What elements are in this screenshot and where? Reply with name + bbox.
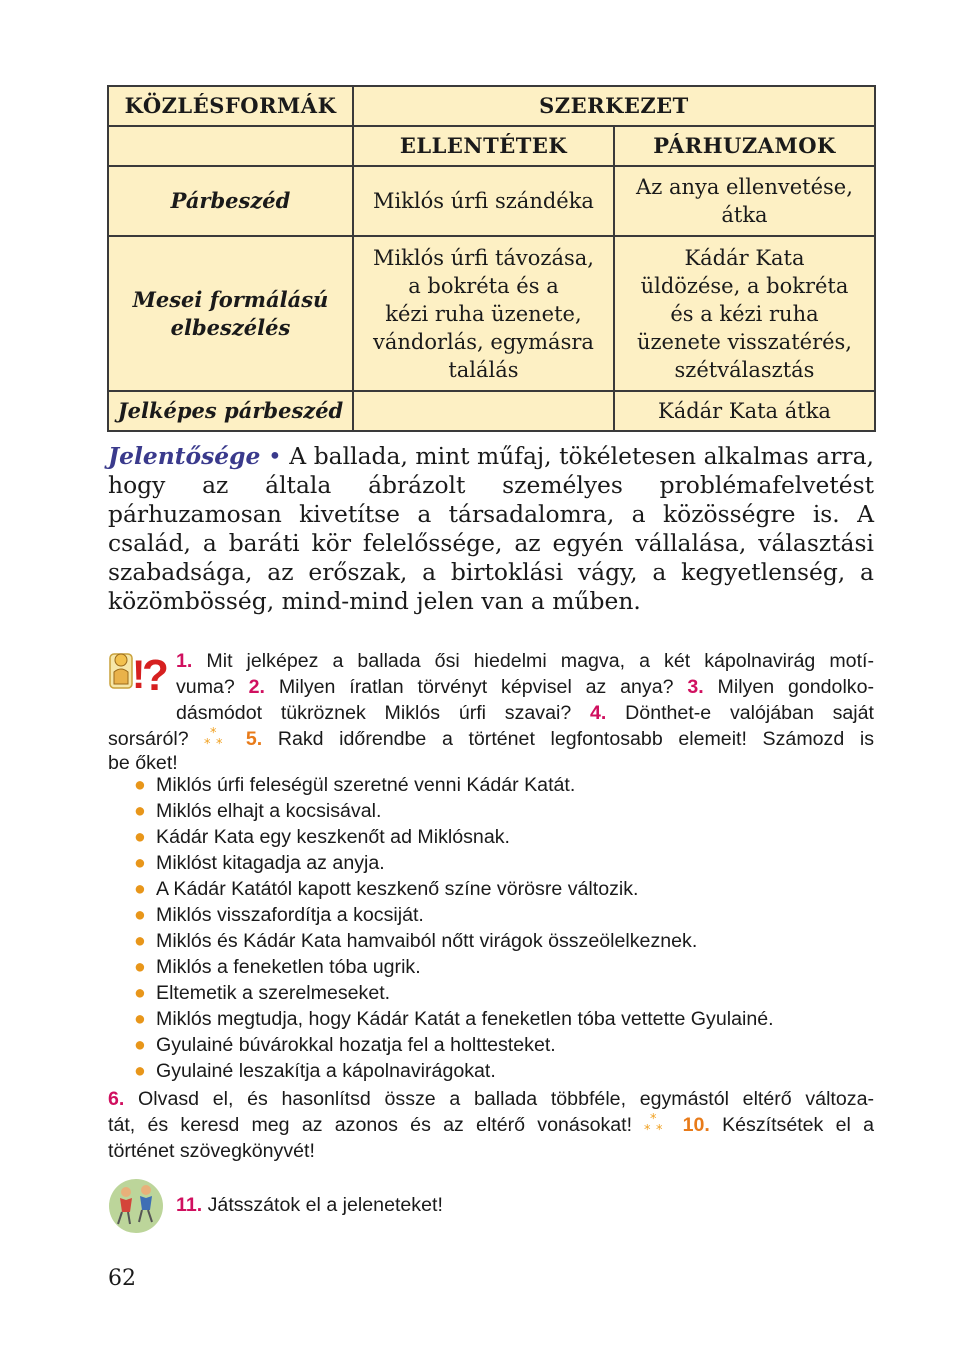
- cell-symbolic-contrasts: [353, 391, 614, 431]
- event-list: [134, 772, 774, 1084]
- task-text: Rakd időrendbe a történet legfontosabb elemeit! Számozd is: [277, 728, 874, 750]
- task-line: [176, 700, 874, 726]
- event-bullet: ●: [134, 878, 146, 900]
- cell-dialogue-parallels: [614, 166, 875, 236]
- event-text: Miklós és Kádár Kata hamvaiból nőtt virágok összeölelkeznek.: [156, 930, 698, 952]
- event-text: Kádár Kata egy keszkenőt ad Miklósnak.: [156, 826, 510, 848]
- list-item: [134, 798, 774, 824]
- cell-line: a bokréta és a: [408, 273, 559, 298]
- task-text: Olvasd el, és hasonlítsd össze a ballada többféle, egymástól eltérő változa-: [138, 1088, 874, 1110]
- task-number: 2.: [248, 676, 265, 698]
- task-text: Milyen íratlan törvényt képvisel az anya?: [278, 676, 674, 698]
- task-number: 4.: [590, 702, 607, 724]
- event-text: Miklós úrfi feleségül szeretné venni Kádár Katát.: [156, 774, 576, 796]
- svg-text:*: *: [216, 737, 223, 752]
- task-line: [108, 726, 874, 752]
- event-bullet: ●: [134, 1060, 146, 1082]
- task-text: dásmódot tükröznek Miklós úrfi szavai?: [176, 702, 572, 724]
- svg-text:?: ?: [142, 651, 169, 700]
- event-text: A Kádár Katától kapott keszkenő színe vörösre változik.: [156, 878, 639, 900]
- task-text: sorsáról?: [108, 728, 189, 750]
- event-bullet: ●: [134, 904, 146, 926]
- list-item: [134, 902, 774, 928]
- cell-line: Mesei formálású: [132, 286, 329, 312]
- event-bullet: ●: [134, 1008, 146, 1030]
- task-text: vuma?: [176, 676, 235, 698]
- event-bullet: ●: [134, 852, 146, 874]
- task-5-line-b: be őket!: [108, 752, 178, 774]
- header-forms: KÖZLÉSFORMÁK: [108, 86, 353, 126]
- event-bullet: ●: [134, 956, 146, 978]
- page-number: 62: [108, 1266, 136, 1291]
- svg-text:!: !: [132, 653, 146, 697]
- cell-line: elbeszélés: [170, 314, 291, 340]
- cell-line: Miklós úrfi szándéka: [372, 189, 594, 213]
- header-contrasts: ELLENTÉTEK: [353, 126, 614, 166]
- task-11-line: [176, 1192, 443, 1218]
- list-item: [134, 876, 774, 902]
- task-number: 6.: [108, 1088, 125, 1110]
- task-text: Készítsétek el a: [722, 1114, 874, 1136]
- list-item: [134, 772, 774, 798]
- paragraph-bullet: •: [267, 442, 282, 470]
- event-bullet: ●: [134, 1034, 146, 1056]
- event-text: Miklóst kitagadja az anyja.: [156, 852, 385, 874]
- star-difficulty-icon: [644, 1112, 670, 1138]
- row-label-narrative: [108, 236, 353, 391]
- task-number: 10.: [682, 1114, 710, 1136]
- svg-text:*: *: [204, 737, 211, 752]
- header-parallels: PÁRHUZAMOK: [614, 126, 875, 166]
- list-item: [134, 928, 774, 954]
- cell-narrative-parallels: [614, 236, 875, 391]
- task-text: tát, és keresd meg az azonos és az eltérő vonásokat!: [108, 1114, 633, 1136]
- task-line: [108, 1086, 874, 1112]
- task-number: 1.: [176, 650, 193, 672]
- structure-table: [107, 85, 876, 432]
- cell-symbolic-parallels: Kádár Kata átka: [614, 391, 875, 431]
- cell-line: átka: [721, 203, 768, 227]
- svg-text:*: *: [644, 1123, 651, 1138]
- cell-line: üldözése, a bokréta: [640, 273, 849, 298]
- list-item: [134, 850, 774, 876]
- task-line: [108, 1112, 874, 1138]
- paragraph-lead: Jelentősége: [108, 442, 261, 470]
- event-bullet: ●: [134, 826, 146, 848]
- task-text: Milyen gondolko-: [717, 676, 875, 698]
- event-bullet: ●: [134, 982, 146, 1004]
- svg-text:*: *: [650, 1112, 657, 1127]
- task-text: Dönthet-e valójában saját: [625, 702, 874, 724]
- list-item: [134, 1032, 774, 1058]
- cell-line: vándorlás, egymásra: [373, 329, 594, 354]
- list-item: [134, 954, 774, 980]
- cell-dialogue-contrasts: [353, 166, 614, 236]
- list-item: [134, 1058, 774, 1084]
- task-text: Mit jelképez a ballada ősi hiedelmi magva, a két kápolnavirág motí-: [206, 650, 874, 672]
- svg-text:*: *: [210, 726, 217, 741]
- empty-header-cell: [108, 126, 353, 166]
- task-10-line-b: történet szövegkönyvét!: [108, 1140, 315, 1162]
- task-number: 5.: [245, 728, 263, 750]
- cell-line: Miklós úrfi távozása,: [372, 245, 594, 270]
- event-text: Gyulainé leszakítja a kápolnavirágokat.: [156, 1060, 496, 1082]
- list-item: [134, 1006, 774, 1032]
- event-text: Gyulainé búvárokkal hozatja fel a holttesteket.: [156, 1034, 556, 1056]
- event-text: Miklós a feneketlen tóba ugrik.: [156, 956, 421, 978]
- cell-line: üzenete visszatérés,: [636, 329, 852, 354]
- cell-line: kézi ruha üzenete,: [385, 301, 582, 326]
- question-icon: [108, 646, 169, 700]
- event-text: Miklós megtudja, hogy Kádár Katát a feneketlen tóba vettette Gyulainé.: [156, 1008, 774, 1030]
- star-difficulty-icon: [204, 726, 230, 752]
- cell-line: és a kézi ruha: [670, 301, 819, 326]
- event-bullet: ●: [134, 774, 146, 796]
- task-number: 11.: [176, 1194, 203, 1216]
- task-line: [176, 674, 874, 700]
- list-item: [134, 980, 774, 1006]
- svg-text:*: *: [656, 1123, 663, 1138]
- cell-line: szétválasztás: [674, 357, 815, 382]
- event-text: Miklós visszafordítja a kocsiját.: [156, 904, 424, 926]
- significance-paragraph: [108, 442, 874, 616]
- row-label-symbolic: Jelképes párbeszéd: [108, 391, 353, 431]
- paragraph-text: A ballada, mint műfaj, tökéletesen alkalmas arra, hogy az általa ábrázolt személyes problémafelvetést párhuzamosan kivetítse a társadalomra, a közösségre is. A család, a baráti kör felelőssége, az egyén vállalása, választási szabadsága, az erőszak, a birtoklási vágy, a kegyetlenség, a közömbösség, mind-mind jelen van a műben.: [108, 442, 874, 615]
- header-structure: SZERKEZET: [353, 86, 875, 126]
- drama-play-icon: [108, 1176, 164, 1234]
- event-text: Eltemetik a szerelmeseket.: [156, 982, 391, 1004]
- cell-line: találás: [448, 357, 519, 382]
- task-text: Játsszátok el a jeleneteket!: [207, 1194, 443, 1216]
- cell-line: Kádár Kata: [684, 245, 805, 270]
- event-bullet: ●: [134, 930, 146, 952]
- list-item: [134, 824, 774, 850]
- event-bullet: ●: [134, 800, 146, 822]
- task-line: [176, 648, 874, 674]
- event-text: Miklós elhajt a kocsisával.: [156, 800, 382, 822]
- task-number: 3.: [687, 676, 704, 698]
- row-label-dialogue: Párbeszéd: [108, 166, 353, 236]
- cell-narrative-contrasts: [353, 236, 614, 391]
- cell-line: Az anya ellenvetése,: [636, 175, 853, 199]
